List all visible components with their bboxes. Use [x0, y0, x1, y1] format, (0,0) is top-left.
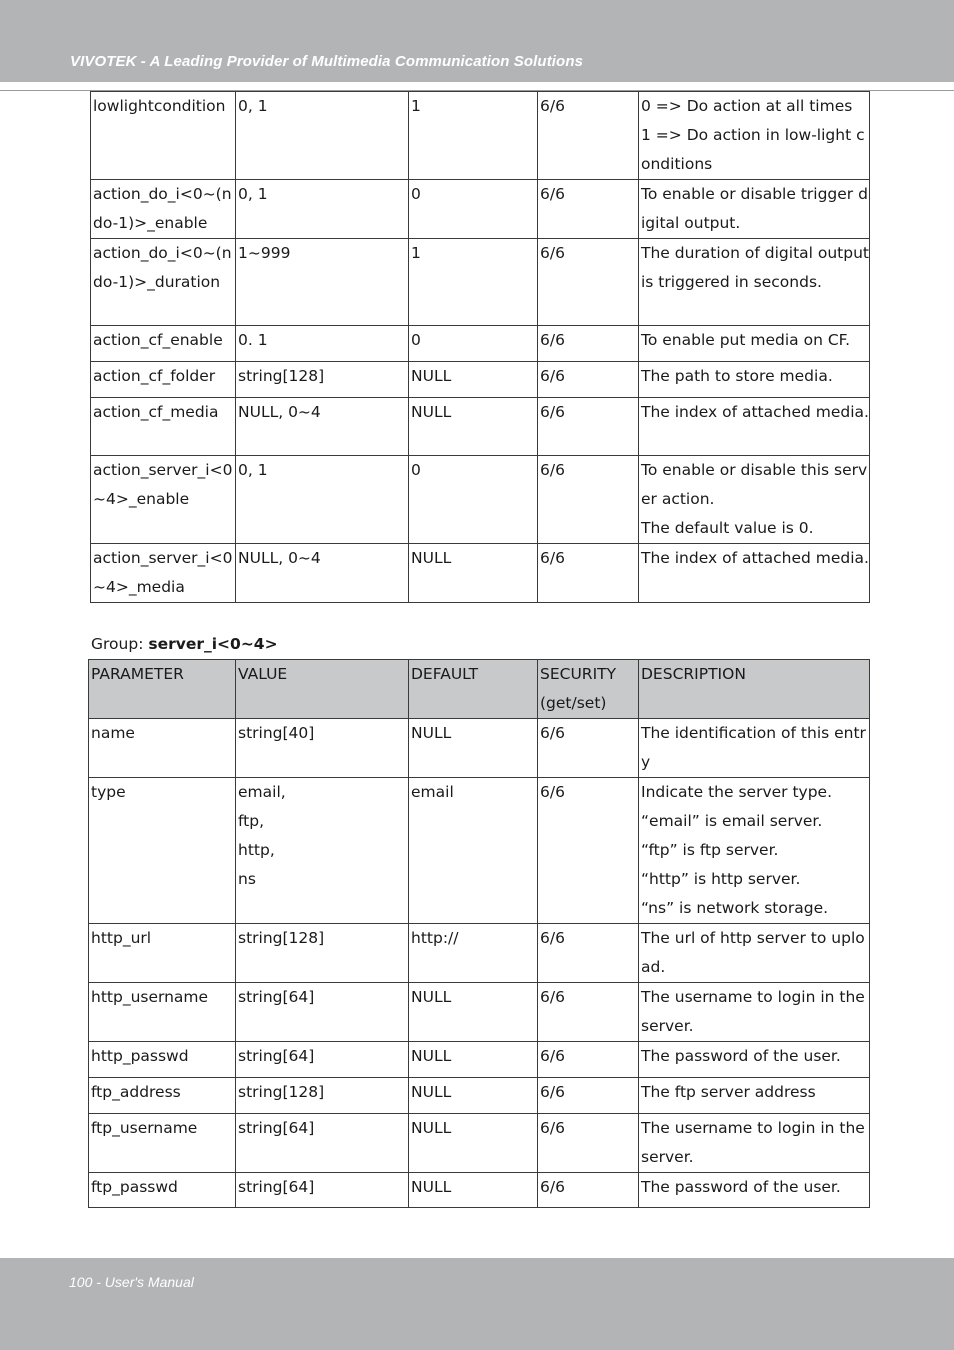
value-cell: 0. 1 [236, 326, 409, 362]
table-row [89, 1042, 870, 1078]
parameter-cell: action_do_i<0~(ndo-1)>_duration [91, 239, 236, 326]
security-cell: 6/6 [538, 544, 639, 603]
table-header-row [89, 660, 870, 719]
header-title: VIVOTEK - A Leading Provider of Multimedia Communication Solutions [70, 53, 584, 70]
security-cell: 6/6 [538, 180, 639, 239]
security-cell: 6/6 [538, 239, 639, 326]
default-cell: http:// [409, 924, 538, 983]
parameter-cell: type [89, 778, 236, 924]
group-heading [91, 632, 278, 656]
parameter-cell: action_server_i<0~4>_media [91, 544, 236, 603]
description-cell: The password of the user. [639, 1173, 870, 1208]
table-row [91, 92, 870, 180]
security-cell: 6/6 [538, 92, 639, 180]
parameter-cell: action_cf_enable [91, 326, 236, 362]
table-row [91, 180, 870, 239]
default-cell: NULL [409, 362, 538, 398]
value-cell: string[40] [236, 719, 409, 778]
value-cell: 0, 1 [236, 456, 409, 544]
default-cell: NULL [409, 1114, 538, 1173]
parameter-cell: lowlightcondition [91, 92, 236, 180]
table-row [91, 544, 870, 603]
value-cell: string[64] [236, 1114, 409, 1173]
table-row [89, 719, 870, 778]
default-cell: 1 [409, 239, 538, 326]
table-row [89, 924, 870, 983]
parameter-cell: name [89, 719, 236, 778]
group-name: server_i<0~4> [148, 635, 278, 653]
action-parameter-table [90, 91, 870, 603]
default-cell: NULL [409, 1042, 538, 1078]
parameter-cell: action_cf_folder [91, 362, 236, 398]
security-cell: 6/6 [538, 326, 639, 362]
default-cell: 0 [409, 456, 538, 544]
description-cell: The ftp server address [639, 1078, 870, 1114]
value-cell: string[128] [236, 924, 409, 983]
page-footer [0, 1258, 954, 1350]
description-cell: Indicate the server type. “email” is email server. “ftp” is ftp server. “http” is http server. “ns” is network storage. [639, 778, 870, 924]
parameter-cell: ftp_address [89, 1078, 236, 1114]
security-cell: 6/6 [538, 778, 639, 924]
security-cell: 6/6 [538, 1042, 639, 1078]
security-cell: 6/6 [538, 362, 639, 398]
value-cell: 0, 1 [236, 92, 409, 180]
description-cell: The duration of digital output is triggered in seconds. [639, 239, 870, 326]
page-header [0, 0, 954, 82]
table-row [91, 456, 870, 544]
default-cell: 1 [409, 92, 538, 180]
description-cell: The username to login in the server. [639, 1114, 870, 1173]
default-cell: 0 [409, 180, 538, 239]
default-cell: email [409, 778, 538, 924]
group-prefix: Group: [91, 635, 149, 653]
value-cell: 1~999 [236, 239, 409, 326]
parameter-cell: http_url [89, 924, 236, 983]
value-cell: string[64] [236, 983, 409, 1042]
description-cell: To enable or disable this server action. The default value is 0. [639, 456, 870, 544]
security-cell: 6/6 [538, 1173, 639, 1208]
default-cell: NULL [409, 544, 538, 603]
description-cell: The username to login in the server. [639, 983, 870, 1042]
description-cell: The index of attached media. [639, 398, 870, 456]
default-cell: 0 [409, 326, 538, 362]
value-cell: email, ftp, http, ns [236, 778, 409, 924]
table-row [91, 239, 870, 326]
value-cell: 0, 1 [236, 180, 409, 239]
table-row [89, 778, 870, 924]
value-cell: string[128] [236, 1078, 409, 1114]
default-cell: NULL [409, 398, 538, 456]
security-cell: 6/6 [538, 719, 639, 778]
header-value: VALUE [236, 660, 409, 719]
header-parameter: PARAMETER [89, 660, 236, 719]
security-cell: 6/6 [538, 456, 639, 544]
header-security: SECURITY (get/set) [538, 660, 639, 719]
description-cell: The identification of this entry [639, 719, 870, 778]
description-cell: The path to store media. [639, 362, 870, 398]
parameter-cell: ftp_passwd [89, 1173, 236, 1208]
value-cell: string[64] [236, 1042, 409, 1078]
table-row [89, 1173, 870, 1208]
table-row [91, 398, 870, 456]
description-cell: The url of http server to upload. [639, 924, 870, 983]
table-row [89, 1078, 870, 1114]
default-cell: NULL [409, 983, 538, 1042]
security-cell: 6/6 [538, 398, 639, 456]
parameter-cell: http_username [89, 983, 236, 1042]
header-description: DESCRIPTION [639, 660, 870, 719]
table-row [89, 983, 870, 1042]
server-parameter-table [88, 659, 870, 1208]
parameter-cell: ftp_username [89, 1114, 236, 1173]
value-cell: string[128] [236, 362, 409, 398]
table-row [89, 1114, 870, 1173]
security-cell: 6/6 [538, 983, 639, 1042]
description-cell: 0 => Do action at all times 1 => Do action in low-light conditions [639, 92, 870, 180]
description-cell: To enable or disable trigger digital output. [639, 180, 870, 239]
parameter-cell: action_server_i<0~4>_enable [91, 456, 236, 544]
parameter-cell: action_do_i<0~(ndo-1)>_enable [91, 180, 236, 239]
parameter-cell: action_cf_media [91, 398, 236, 456]
description-cell: To enable put media on CF. [639, 326, 870, 362]
page-number: 100 - User's Manual [69, 1274, 194, 1290]
security-cell: 6/6 [538, 1114, 639, 1173]
description-cell: The index of attached media. [639, 544, 870, 603]
value-cell: string[64] [236, 1173, 409, 1208]
default-cell: NULL [409, 719, 538, 778]
header-default: DEFAULT [409, 660, 538, 719]
table-row [91, 362, 870, 398]
description-cell: The password of the user. [639, 1042, 870, 1078]
value-cell: NULL, 0~4 [236, 544, 409, 603]
security-cell: 6/6 [538, 1078, 639, 1114]
parameter-cell: http_passwd [89, 1042, 236, 1078]
security-cell: 6/6 [538, 924, 639, 983]
value-cell: NULL, 0~4 [236, 398, 409, 456]
default-cell: NULL [409, 1173, 538, 1208]
default-cell: NULL [409, 1078, 538, 1114]
table-row [91, 326, 870, 362]
